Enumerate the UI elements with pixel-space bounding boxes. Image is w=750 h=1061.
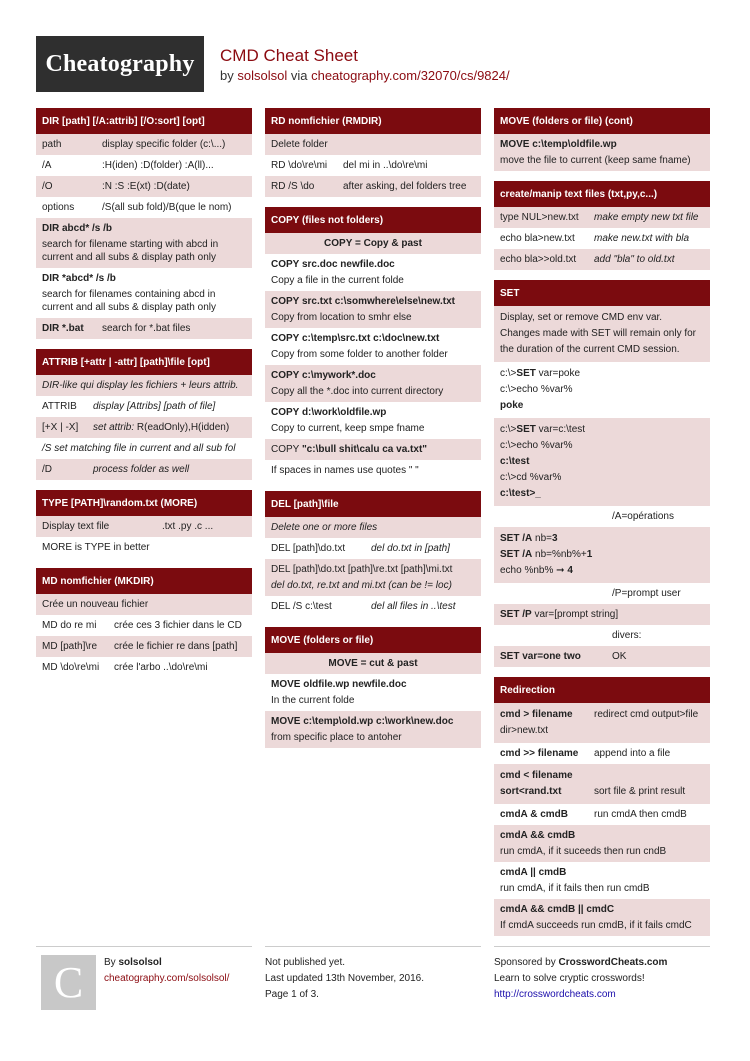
table-row: SET /A nb=3 SET /A nb=%nb%+1 echo %nb% ➞ 4 (494, 527, 710, 583)
avatar[interactable]: C (41, 955, 96, 1010)
table-row: MOVE c:\temp\old.wp c:\work\new.doc from specific place to antoher (265, 711, 481, 748)
table-row: DIR-like qui display les fichiers + leurs attrib. (36, 375, 252, 396)
section-title: Redirection (494, 677, 710, 703)
section-title: MD nomfichier (MKDIR) (36, 568, 252, 594)
textfiles-section (494, 181, 710, 270)
table-row: cmdA && cmdB || cmdC If cmdA succeeds run cmdB, if it fails cmdC (494, 899, 710, 936)
table-row: DIR abcd* /s /b search for filename starting with abcd in current and all subs & display path only (36, 218, 252, 268)
table-row: SET /P var=[prompt string] (494, 604, 710, 625)
column-1 (36, 108, 252, 688)
table-row: options /S(all sub fold)/B(que le nom) (42, 202, 232, 213)
table-row: cmd >> filename append into a file (500, 748, 671, 759)
section-title: ATTRIB [+attr | -attr] [path]\file [opt] (36, 349, 252, 375)
table-row: c:\>SET var=c:\test c:\>echo %var% c:\test c:\>cd %var% c:\test>_ (494, 418, 710, 506)
table-row: MOVE = cut & past (265, 653, 481, 674)
table-row: /A :H(iden) :D(folder) :A(ll)... (42, 160, 214, 171)
table-row: /P=prompt user (612, 588, 681, 599)
sponsor-link[interactable]: CrosswordCheats.com (558, 957, 668, 968)
table-row: DEL /S c:\test del all files in ..\test (271, 601, 456, 612)
table-row: MORE is TYPE in better (42, 542, 150, 553)
footer-meta: Not published yet. Last updated 13th November, 2016. Page 1 of 3. (265, 946, 481, 1016)
table-row: /D process folder as well (36, 459, 252, 480)
column-2 (265, 108, 481, 758)
header (36, 36, 716, 92)
table-row: DIR *abcd* /s /b search for filenames containing abcd in current and all subs & display path only (42, 273, 216, 313)
table-row: /O :N :S :E(xt) :D(date) (36, 176, 252, 197)
table-row: c:\>SET var=poke c:\>echo %var% poke (500, 368, 581, 411)
table-row: DEL [path]\do.txt [path]\re.txt [path]\mi.txt del do.txt, re.txt and mi.txt (can be != loc) (265, 559, 481, 596)
table-row: path display specific folder (c:\...) (36, 134, 252, 155)
table-row: Delete folder (265, 134, 481, 155)
table-row: Delete one or more files (265, 517, 481, 538)
table-row: [+X | -X] set attrib: R(eadOnly),H(idden) (36, 417, 252, 438)
move-section (265, 627, 481, 748)
copy-section (265, 207, 481, 481)
table-row: COPY d:\work\oldfile.wp Copy to current, keep smpe fname (271, 407, 425, 434)
section-title: RD nomfichier (RMDIR) (265, 108, 481, 134)
table-row: Crée un nouveau fichier (36, 594, 252, 615)
byline (220, 68, 510, 84)
sponsor-url-link[interactable]: http://crosswordcheats.com (494, 989, 616, 1000)
table-row: echo bla>new.txt make new.txt with bla (500, 233, 690, 244)
table-row: RD \do\re\mi del mi in ..\do\re\mi (271, 160, 428, 171)
table-row: COPY src.doc newfile.doc Copy a file in the current folde (271, 259, 404, 286)
table-row: COPY c:\mywork*.doc Copy all the *.doc into current directory (265, 365, 481, 402)
table-row: MD \do\re\mi crée l'arbo ..\do\re\mi (42, 662, 208, 673)
table-row: ATTRIB display [Attribs] [path of file] (42, 401, 216, 412)
attrib-section (36, 349, 252, 480)
table-row: MD [path]\re crée le fichier re dans [path] (36, 636, 252, 657)
set-section (494, 280, 710, 667)
footer-author-name[interactable]: solsolsol (118, 957, 162, 968)
footer (36, 946, 716, 1016)
md-section (36, 568, 252, 678)
table-row: COPY "c:\bull shit\calu ca va.txt" (265, 439, 481, 460)
footer-author-link[interactable]: cheatography.com/solsolsol/ (104, 973, 230, 984)
table-row: /A=opérations (612, 511, 674, 522)
footer-sponsor: Sponsored by CrosswordCheats.com Learn to solve cryptic crosswords! http://crosswordcheats.com (494, 946, 710, 1016)
via-label: via (290, 68, 308, 83)
table-row: Display text file .txt .py .c ... (36, 516, 252, 537)
table-row: DIR *.bat search for *.bat files (36, 318, 252, 339)
table-row: echo bla>>old.txt add "bla" to old.txt (494, 249, 710, 270)
table-row: COPY src.txt c:\somwhere\else\new.txt Copy from location to smhr else (265, 291, 481, 328)
author-link[interactable]: solsolsol (237, 68, 288, 83)
section-title: DIR [path] [/A:attrib] [/O:sort] [opt] (36, 108, 252, 134)
table-row: cmdA || cmdB run cmdA, if it fails then run cmdB (500, 867, 650, 894)
rd-section (265, 108, 481, 197)
del-section (265, 491, 481, 617)
section-title: MOVE (folders or file) (265, 627, 481, 653)
move-cont-section (494, 108, 710, 171)
table-row: cmd < filename sort<rand.txt sort file & print result (494, 764, 710, 804)
table-row: Display, set or remove CMD env var. Changes made with SET will remain only for the duration of the current CMD session. (494, 306, 710, 362)
table-row: COPY c:\temp\src.txt c:\doc\new.txt Copy from some folder to another folder (271, 333, 448, 360)
footer-author: C By solsolsol cheatography.com/solsolsol/ (36, 946, 252, 1016)
table-row: MOVE oldfile.wp newfile.doc In the current folde (271, 679, 407, 706)
type-section (36, 490, 252, 558)
section-title: SET (494, 280, 710, 306)
section-title: COPY (files not folders) (265, 207, 481, 233)
table-row: cmd > filename dir>new.txt redirect cmd output>file (494, 703, 710, 743)
table-row: RD /S \do after asking, del folders tree (265, 176, 481, 197)
section-title: MOVE (folders or file) (cont) (494, 108, 710, 134)
table-row: divers: (612, 630, 642, 641)
table-row: MOVE c:\temp\oldfile.wp move the file to current (keep same fname) (494, 134, 710, 171)
table-row: If spaces in names use quotes " " (271, 465, 419, 476)
table-row: DEL [path]\do.txt del do.txt in [path] (271, 543, 450, 554)
table-row: MD do re mi crée ces 3 fichier dans le CD (42, 620, 242, 631)
table-row: type NUL>new.txt make empty new txt file (494, 207, 710, 228)
table-row: cmdA && cmdB run cmdA, if it suceeds then run cndB (494, 825, 710, 862)
table-row: COPY = Copy & past (265, 233, 481, 254)
table-row: cmdA & cmdB run cmdA then cmdB (500, 809, 687, 820)
redirection-section (494, 677, 710, 936)
cheatography-logo[interactable]: Cheatography (36, 36, 204, 92)
page-title: CMD Cheat Sheet (220, 46, 358, 65)
sheet-url-link[interactable]: cheatography.com/32070/cs/9824/ (311, 68, 510, 83)
column-3 (494, 108, 710, 946)
by-label: by (220, 68, 234, 83)
title-block (220, 46, 510, 84)
section-title: TYPE [PATH]\random.txt (MORE) (36, 490, 252, 516)
table-row: SET var=one two OK (494, 646, 710, 667)
dir-section (36, 108, 252, 339)
table-row: /S set matching file in current and all sub fol (42, 443, 236, 454)
section-title: create/manip text files (txt,py,c...) (494, 181, 710, 207)
section-title: DEL [path]\file (265, 491, 481, 517)
